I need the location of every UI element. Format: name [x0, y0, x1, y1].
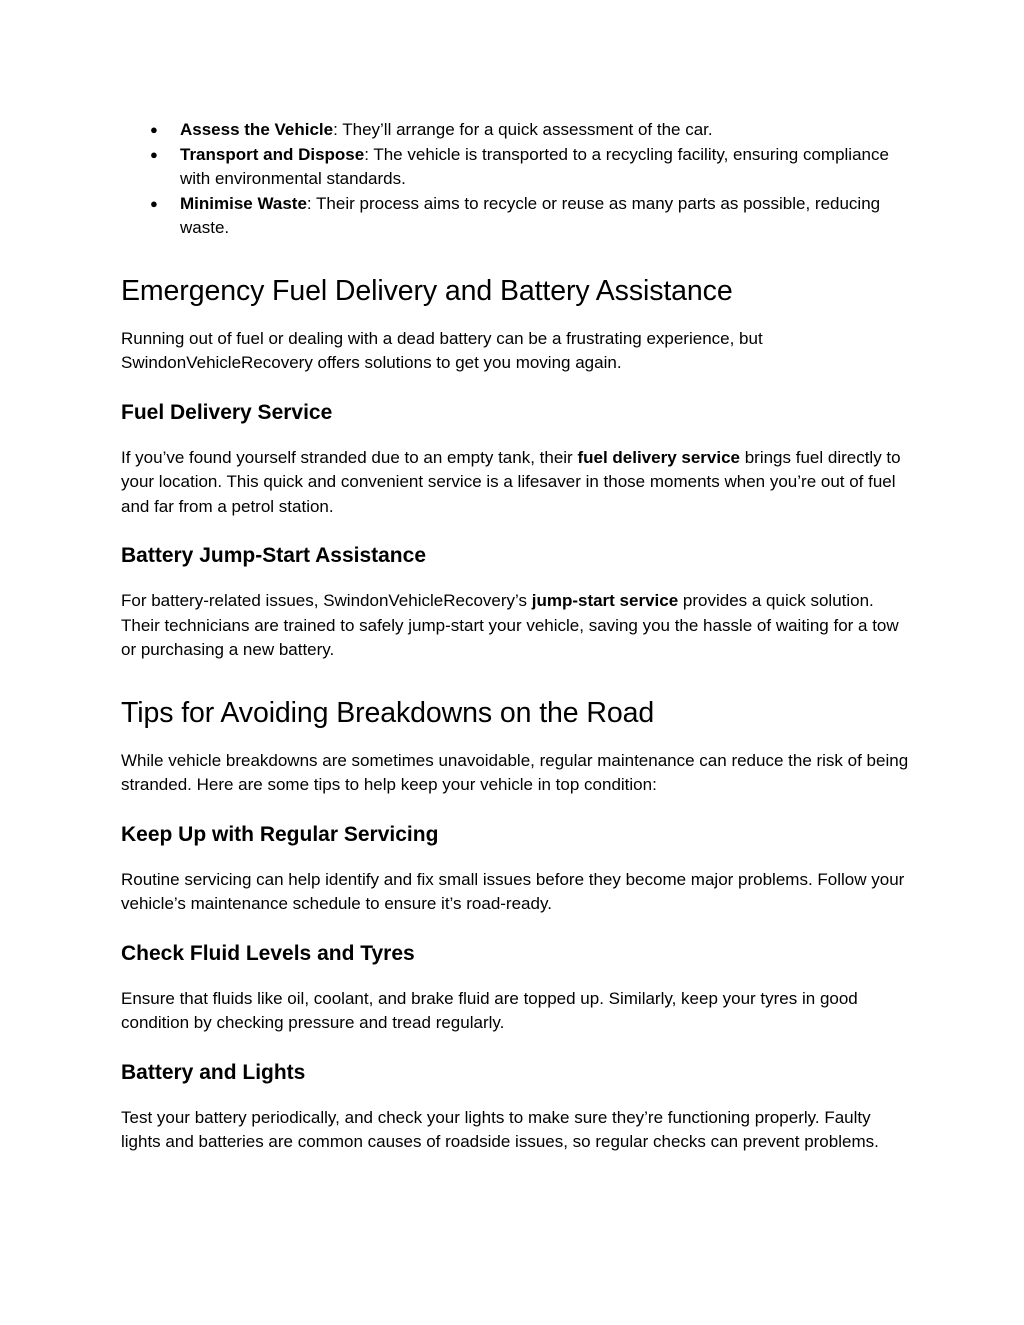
list-item-term: Minimise Waste [180, 193, 307, 213]
list-item-term: Assess the Vehicle [180, 120, 334, 139]
bullet-icon: ● [150, 146, 158, 162]
jump-start-emphasis: jump-start service [531, 591, 679, 610]
tips-intro-paragraph: While vehicle breakdowns are sometimes unavoidable, regular maintenance can reduce the risk of being stranded. Here are some tips to help keep your vehicle in top condition: [121, 750, 909, 794]
bullet-list [121, 118, 911, 241]
list-item [121, 192, 911, 241]
list-item [121, 118, 911, 143]
subheading-battery-jump-start: Battery Jump-Start Assistance [121, 544, 426, 567]
list-item-term: Transport and Dispose [180, 144, 365, 164]
fuel-delivery-paragraph: If you’ve found yourself stranded due to an empty tank, their fuel delivery service brings fuel directly to your location. This quick and convenient service is a lifesaver in those moments when you’re out of fuel and far from a petrol station. [121, 447, 901, 516]
list-item-text: : Their process aims to recycle or reuse as many parts as possible, reducing waste. [180, 193, 881, 237]
subheading-regular-servicing: Keep Up with Regular Servicing [121, 822, 439, 846]
battery-jump-start-paragraph: For battery-related issues, SwindonVehicleRecovery’s jump-start service provides a quick solution. Their technicians are trained to safely jump-start your vehicle, saving you the hassle of waiting for a tow or purchasing a new battery. [121, 591, 899, 659]
fluid-levels-paragraph: Ensure that fluids like oil, coolant, and brake fluid are topped up. Similarly, keep your tyres in good condition by checking pressure and tread regularly. [121, 988, 858, 1032]
emergency-intro-paragraph: Running out of fuel or dealing with a dead battery can be a frustrating experience, but SwindonVehicleRecovery offers solutions to get you moving again. [121, 328, 763, 372]
regular-servicing-paragraph: Routine servicing can help identify and fix small issues before they become major problems. Follow your vehicle’s maintenance schedule to ensure it’s road-ready. [121, 869, 905, 913]
subheading-fluid-levels: Check Fluid Levels and Tyres [121, 941, 415, 965]
list-item-text: : The vehicle is transported to a recycling facility, ensuring compliance with environmental standards. [180, 144, 889, 188]
subheading-fuel-delivery: Fuel Delivery Service [121, 400, 333, 424]
bullet-icon: ● [150, 195, 158, 211]
battery-lights-paragraph: Test your battery periodically, and check your lights to make sure they’re functioning properly. Faulty lights and batteries are common causes of roadside issues, so regular checks can prevent problems. [121, 1107, 879, 1151]
section-heading-emergency: Emergency Fuel Delivery and Battery Assistance [121, 274, 733, 307]
fuel-delivery-emphasis: fuel delivery service [577, 447, 740, 467]
list-item [121, 143, 911, 192]
document-page [121, 118, 911, 1155]
section-heading-tips: Tips for Avoiding Breakdowns on the Road [121, 696, 655, 729]
subheading-battery-lights: Battery and Lights [121, 1060, 306, 1084]
bullet-icon: ● [150, 122, 158, 137]
list-item-text: : They’ll arrange for a quick assessment of the car. [333, 120, 713, 139]
